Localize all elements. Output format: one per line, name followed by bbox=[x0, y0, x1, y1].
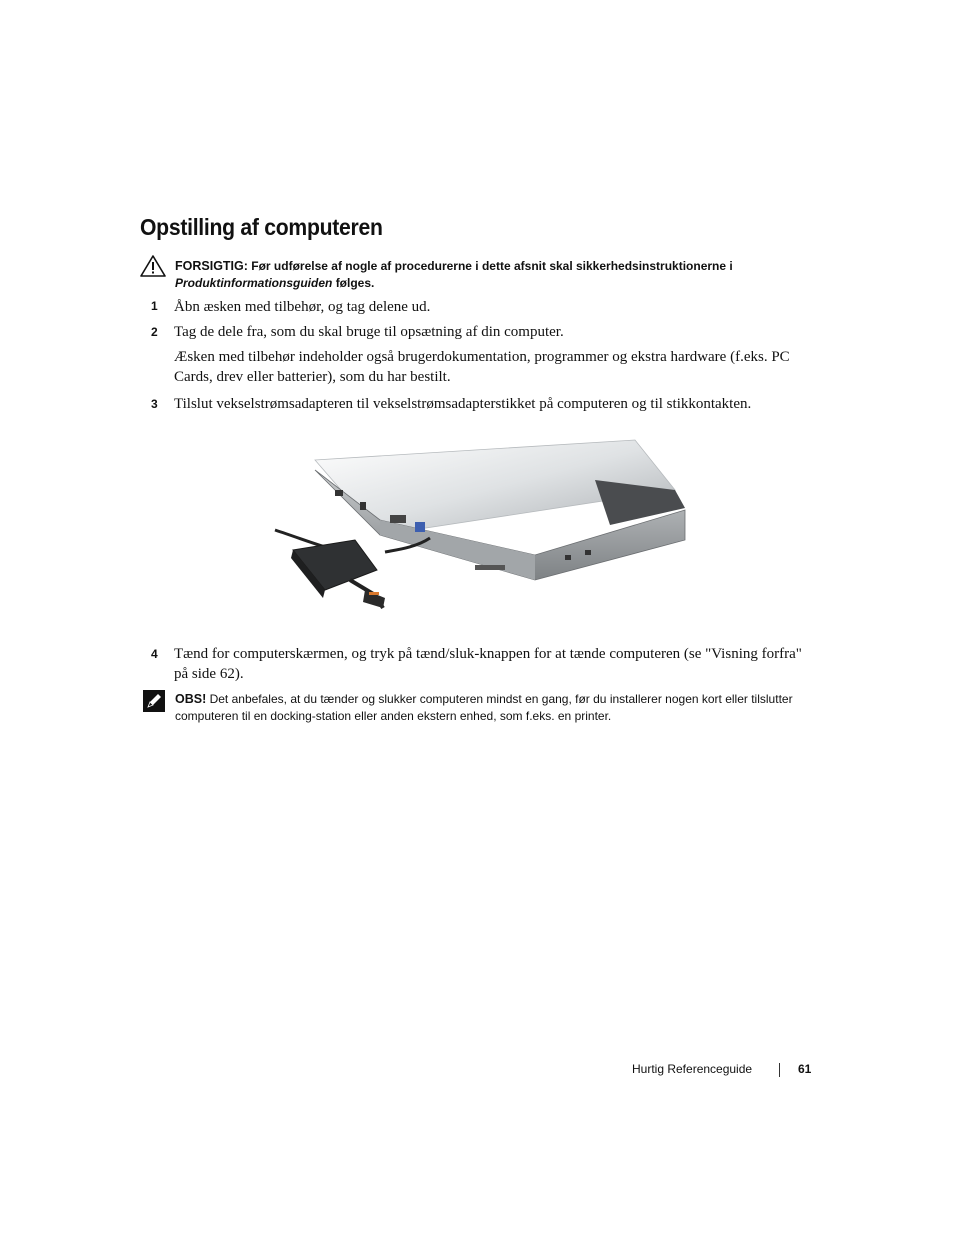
page-title: Opstilling af computeren bbox=[140, 214, 383, 240]
laptop-adapter-illustration bbox=[265, 430, 695, 610]
caution-text-after: følges. bbox=[335, 276, 375, 290]
caution-text: Før udførelse af nogle af procedurerne i dette afsnit skal sikkerhedsinstruktionerne i bbox=[251, 259, 733, 273]
page-number: 61 bbox=[798, 1062, 812, 1076]
step-number: 2 bbox=[151, 325, 158, 339]
caution-label: FORSIGTIG: bbox=[175, 259, 248, 273]
footer-title: Hurtig Referenceguide bbox=[632, 1062, 753, 1076]
warning-triangle-icon bbox=[140, 255, 166, 277]
pencil-note-icon bbox=[143, 690, 165, 712]
note-label: OBS! bbox=[175, 692, 207, 706]
note-text: Det anbefales, at du tænder og slukker computeren mindst en gang, før du installerer nogen kort eller tilslutter computeren til en docking-station eller anden ekstern enhed, som f.eks. en printer. bbox=[175, 692, 793, 723]
step-number: 1 bbox=[151, 299, 158, 313]
caution-emphasis: Produktinformationsguiden bbox=[175, 276, 333, 290]
step-text: Tag de dele fra, som du skal bruge til opsætning af din computer. bbox=[174, 324, 564, 340]
step-number: 3 bbox=[151, 397, 158, 411]
caution-notice bbox=[175, 258, 815, 292]
step-number: 4 bbox=[151, 647, 158, 661]
footer-separator bbox=[779, 1063, 780, 1077]
note-notice bbox=[175, 691, 815, 725]
step-text: Tilslut vekselstrømsadapteren til vekselstrømsadapterstikket på computeren og til stikkontakten. bbox=[174, 396, 752, 412]
step-paragraph: Æsken med tilbehør indeholder også brugerdokumentation, programmer og ekstra hardware (f.eks. PC Cards, drev eller batterier), som du har bestilt. bbox=[174, 349, 790, 385]
step-text: Tænd for computerskærmen, og tryk på tænd/sluk-knappen for at tænde computeren (se "Visning forfra" på side 62). bbox=[174, 646, 802, 682]
step-text: Åbn æsken med tilbehør, og tag delene ud. bbox=[174, 299, 431, 315]
